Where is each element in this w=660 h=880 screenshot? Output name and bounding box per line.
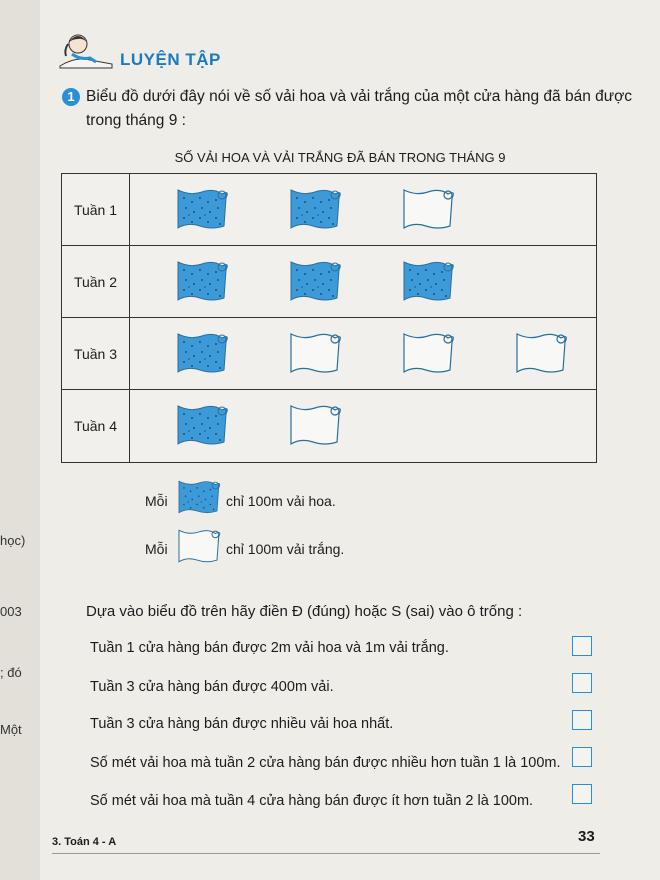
- white-cloth-legend-icon: [174, 527, 222, 565]
- answer-box-1[interactable]: [572, 636, 592, 656]
- flower-cloth-icon: [285, 186, 343, 232]
- row-label: Tuần 1: [62, 174, 130, 245]
- legend-white-text: chỉ 100m vải trắng.: [226, 541, 345, 557]
- answer-box-2[interactable]: [572, 673, 592, 693]
- pictograph-chart: [61, 173, 597, 463]
- statement-2: Tuần 3 cửa hàng bán được 400m vải.: [90, 679, 334, 695]
- white-cloth-icon: [285, 402, 343, 448]
- section-title: LUYỆN TẬP: [120, 50, 221, 69]
- answer-box-3[interactable]: [572, 710, 592, 730]
- question-line-2: trong tháng 9 :: [86, 112, 186, 129]
- page-number: 33: [578, 828, 595, 845]
- white-cloth-icon: [398, 186, 456, 232]
- statement-1: Tuần 1 cửa hàng bán được 2m vải hoa và 1m vải trắng.: [90, 640, 449, 656]
- white-cloth-icon: [285, 330, 343, 376]
- legend-prefix: Mỗi: [145, 541, 168, 557]
- chart-row: [62, 174, 596, 246]
- row-label: Tuần 4: [62, 390, 130, 462]
- row-label: Tuần 3: [62, 318, 130, 389]
- girl-reading-icon: [56, 30, 116, 70]
- footer-rule: [52, 853, 600, 854]
- instruction-text: Dựa vào biểu đồ trên hãy điền Đ (đúng) hoặc S (sai) vào ô trống :: [86, 603, 523, 620]
- statement-5: Số mét vải hoa mà tuần 4 cửa hàng bán được ít hơn tuần 2 là 100m.: [90, 793, 534, 809]
- flower-cloth-icon: [285, 258, 343, 304]
- flower-cloth-icon: [172, 402, 230, 448]
- left-margin: [0, 0, 41, 880]
- margin-text: 003: [0, 604, 22, 619]
- flower-cloth-icon: [172, 186, 230, 232]
- white-cloth-icon: [511, 330, 569, 376]
- answer-box-4[interactable]: [572, 747, 592, 767]
- margin-text: học): [0, 533, 26, 548]
- statement-3: Tuần 3 cửa hàng bán được nhiều vải hoa nhất.: [90, 716, 394, 732]
- chart-row: [62, 318, 596, 390]
- margin-text: Một: [0, 722, 22, 737]
- white-cloth-icon: [398, 330, 456, 376]
- chart-row: [62, 246, 596, 318]
- margin-text: ; đó: [0, 665, 22, 680]
- answer-box-5[interactable]: [572, 784, 592, 804]
- footer-book-label: 3. Toán 4 - A: [52, 836, 117, 848]
- flower-cloth-icon: [172, 330, 230, 376]
- chart-title: SỐ VẢI HOA VÀ VẢI TRẮNG ĐÃ BÁN TRONG THÁNG 9: [174, 150, 506, 165]
- question-line-1: Biểu đồ dưới đây nói về số vải hoa và vải trắng của một cửa hàng đã bán được: [86, 88, 633, 105]
- flower-cloth-icon: [398, 258, 456, 304]
- chart-row: [62, 390, 596, 462]
- statement-4: Số mét vải hoa mà tuần 2 cửa hàng bán được nhiều hơn tuần 1 là 100m.: [90, 755, 561, 771]
- flower-cloth-legend-icon: [174, 478, 222, 516]
- flower-cloth-icon: [172, 258, 230, 304]
- legend-flower-text: chỉ 100m vải hoa.: [226, 493, 336, 509]
- row-label: Tuần 2: [62, 246, 130, 317]
- exercise-number: 1: [62, 88, 80, 106]
- legend-prefix: Mỗi: [145, 493, 168, 509]
